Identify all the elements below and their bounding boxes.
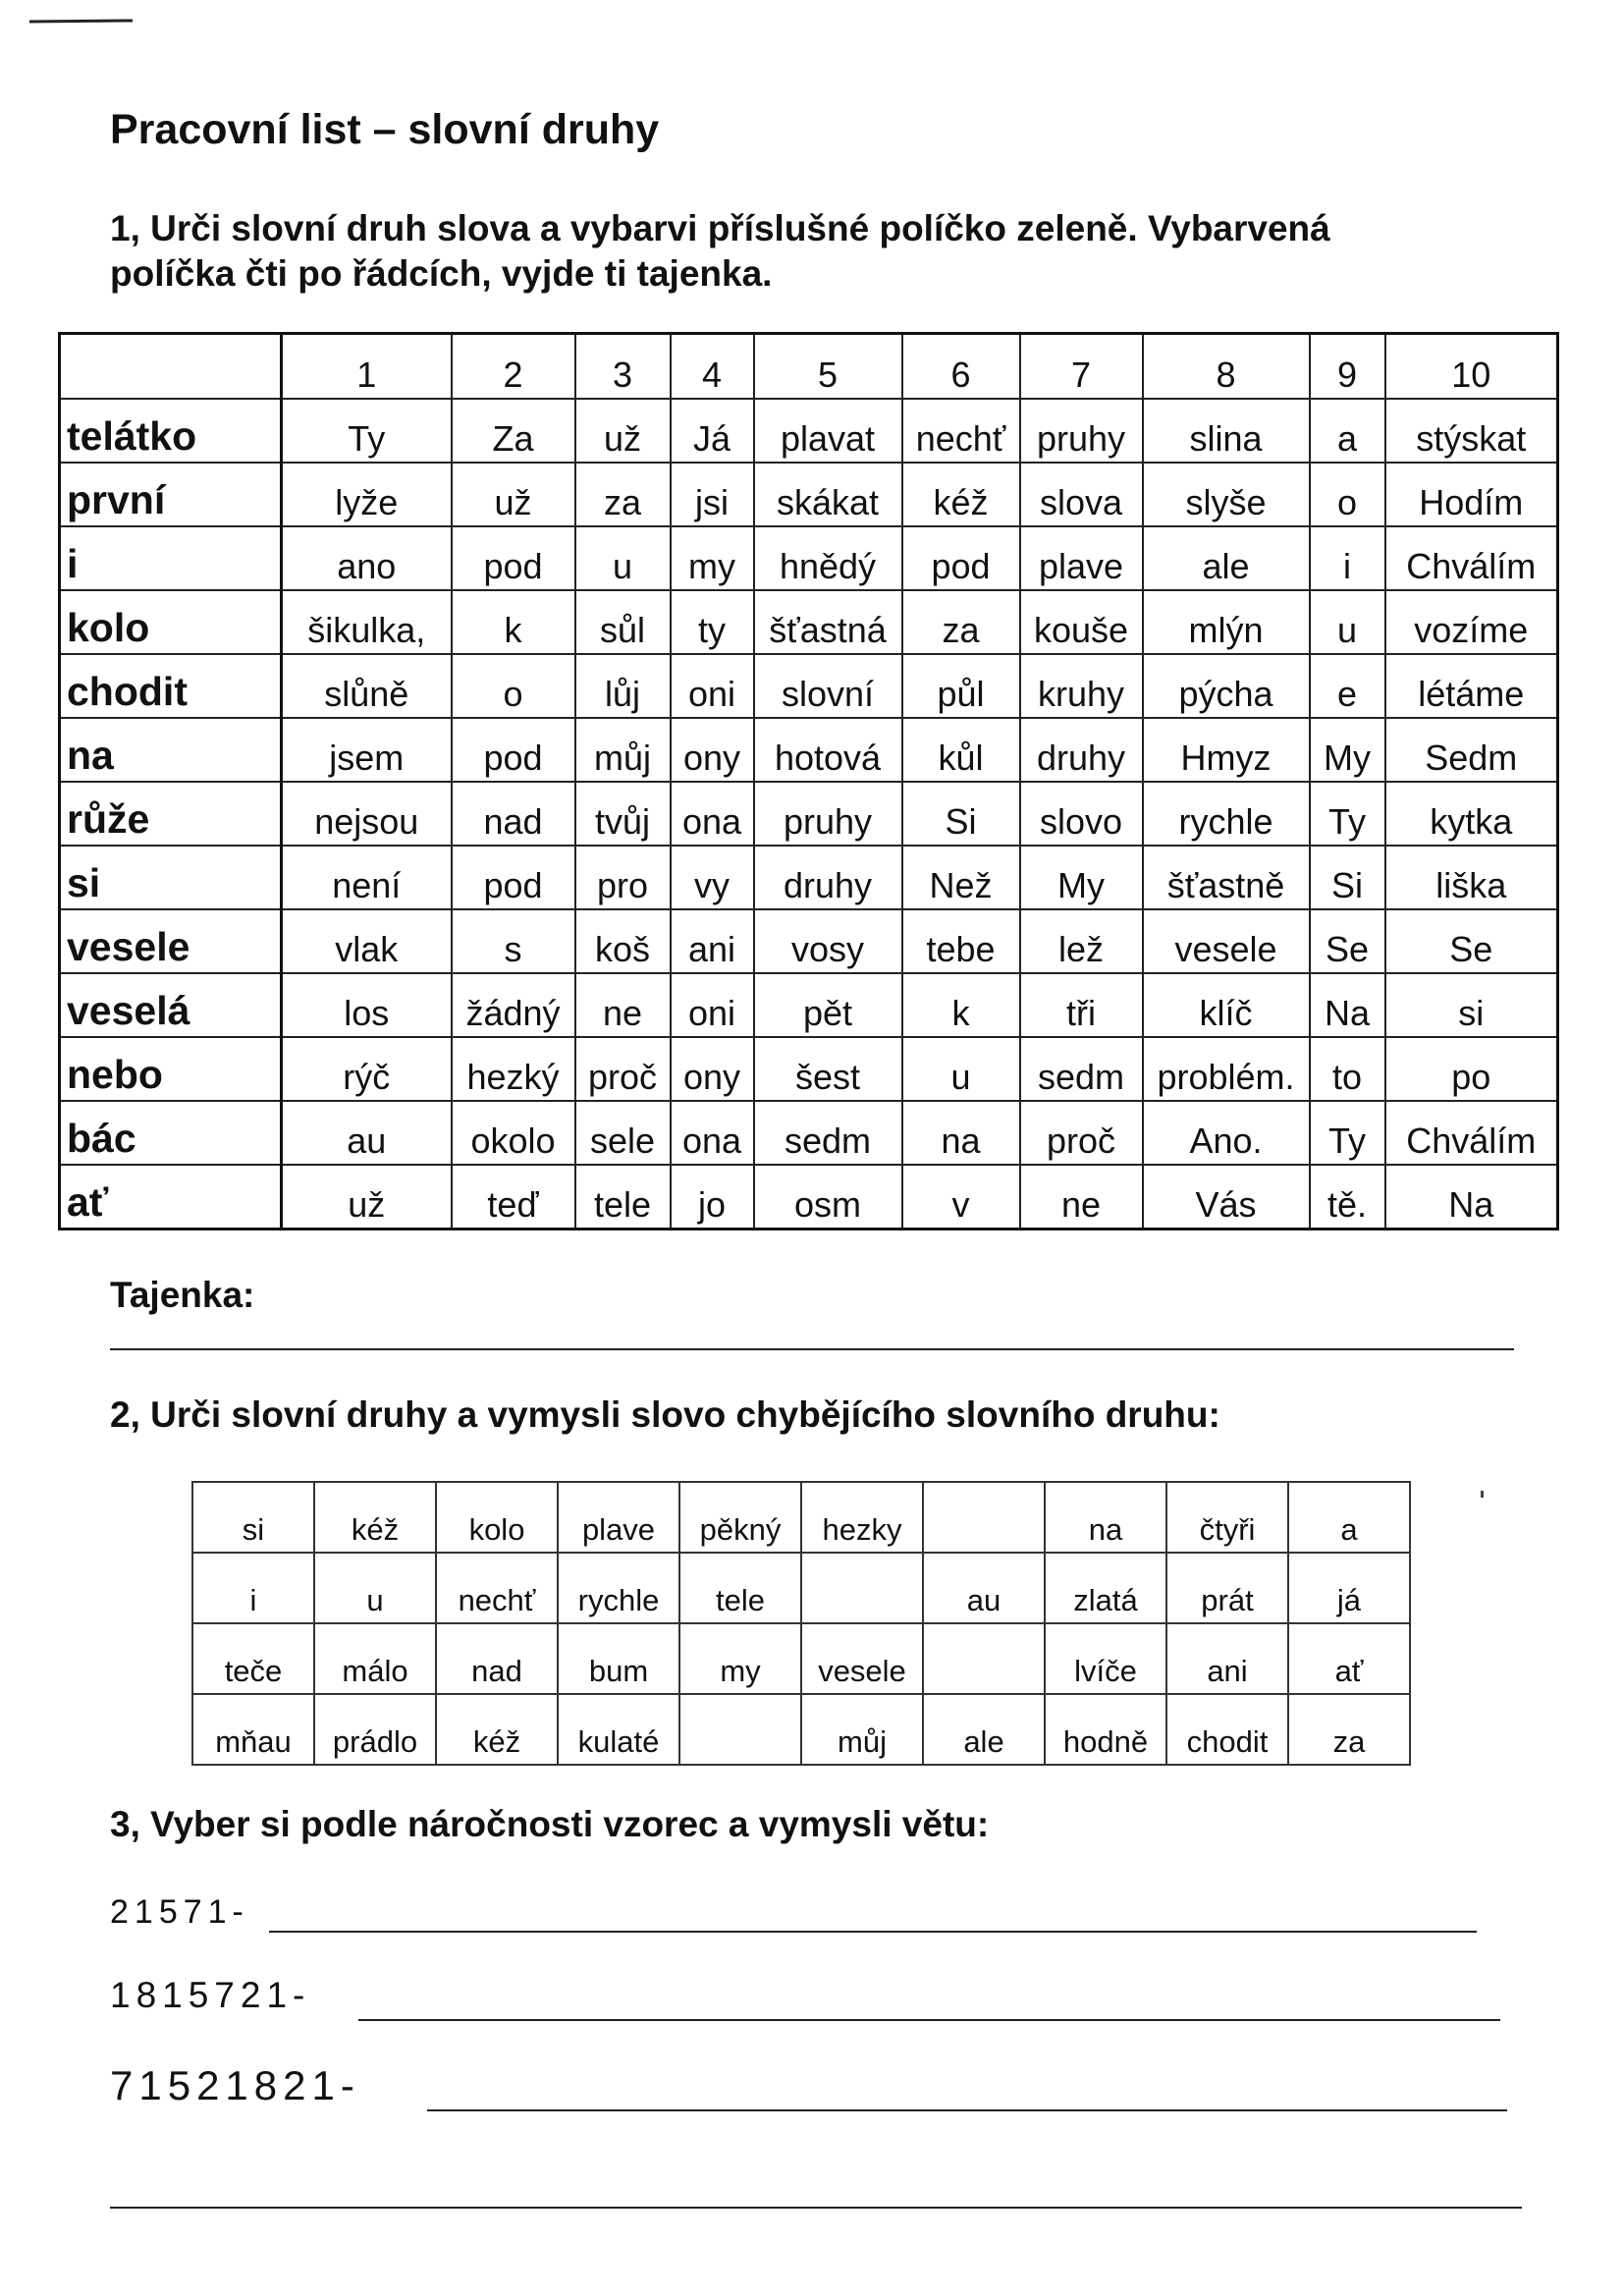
empty-answer-cell[interactable] xyxy=(923,1482,1045,1553)
word-cell[interactable]: tě. xyxy=(1310,1165,1385,1230)
word-cell[interactable]: čtyři xyxy=(1166,1482,1288,1553)
word-cell[interactable]: teď xyxy=(452,1165,575,1230)
page-title: Pracovní list – slovní druhy xyxy=(110,106,660,153)
word-cell[interactable]: jsi xyxy=(671,463,754,526)
grid2-row xyxy=(192,1482,1410,1553)
stray-mark xyxy=(1481,1491,1484,1498)
word-cell[interactable]: oni xyxy=(671,654,754,718)
word-cell[interactable]: druhy xyxy=(1020,718,1143,782)
word-cell[interactable]: nechť xyxy=(436,1553,558,1623)
grid2-row xyxy=(192,1623,1410,1694)
word-cell[interactable]: o xyxy=(452,654,575,718)
word-cell[interactable]: Ty xyxy=(1310,1101,1385,1165)
word-cell[interactable]: není xyxy=(282,846,452,909)
word-cell[interactable]: sele xyxy=(575,1101,671,1165)
sentence-answer-line-1[interactable] xyxy=(269,1931,1477,1933)
grid-row xyxy=(60,654,1558,718)
word-cell[interactable]: slovní xyxy=(754,654,902,718)
word-cell[interactable]: slyše xyxy=(1143,463,1310,526)
word-cell[interactable]: za xyxy=(1288,1694,1410,1765)
tajenka-answer-line[interactable] xyxy=(110,1348,1514,1350)
word-cell[interactable]: oni xyxy=(671,973,754,1037)
row-word-label: si xyxy=(60,846,282,909)
column-number: 9 xyxy=(1310,334,1385,400)
word-cell[interactable]: ona xyxy=(671,1101,754,1165)
word-cell[interactable]: sedm xyxy=(754,1101,902,1165)
word-cell[interactable]: a xyxy=(1288,1482,1410,1553)
word-cell[interactable]: k xyxy=(452,590,575,654)
column-number: 7 xyxy=(1020,334,1143,400)
grid-row xyxy=(60,973,1558,1037)
word-cell[interactable]: ano xyxy=(282,526,452,590)
row-word-label: nebo xyxy=(60,1037,282,1101)
word-cell[interactable]: na xyxy=(902,1101,1020,1165)
word-cell[interactable]: mňau xyxy=(192,1694,314,1765)
word-cell[interactable]: osm xyxy=(754,1165,902,1230)
word-cell[interactable]: vlak xyxy=(282,909,452,973)
word-cell[interactable]: v xyxy=(902,1165,1020,1230)
word-cell[interactable]: My xyxy=(1020,846,1143,909)
word-cell[interactable]: plave xyxy=(558,1482,679,1553)
word-cell[interactable]: pět xyxy=(754,973,902,1037)
word-cell[interactable]: kéž xyxy=(902,463,1020,526)
word-cell[interactable]: kytka xyxy=(1385,782,1558,846)
word-cell[interactable]: e xyxy=(1310,654,1385,718)
row-word-label: veselá xyxy=(60,973,282,1037)
word-cell[interactable]: Ty xyxy=(1310,782,1385,846)
word-cell[interactable]: šest xyxy=(754,1037,902,1101)
word-cell[interactable]: hodně xyxy=(1045,1694,1166,1765)
word-cell[interactable]: Si xyxy=(902,782,1020,846)
empty-answer-cell[interactable] xyxy=(679,1694,801,1765)
word-cell[interactable]: hezky xyxy=(801,1482,923,1553)
word-cell[interactable]: hotová xyxy=(754,718,902,782)
word-cell[interactable]: si xyxy=(192,1482,314,1553)
grid-row xyxy=(60,1165,1558,1230)
task-3-instructions: 3, Vyber si podle náročnosti vzorec a vymysli větu: xyxy=(110,1804,990,1844)
word-cell[interactable]: ani xyxy=(1166,1623,1288,1694)
word-cell[interactable]: mlýn xyxy=(1143,590,1310,654)
word-cell[interactable]: klíč xyxy=(1143,973,1310,1037)
word-cell[interactable]: okolo xyxy=(452,1101,575,1165)
task-1-line-2: políčka čti po řádcích, vyjde ti tajenka. xyxy=(110,253,773,294)
word-cell[interactable]: ale xyxy=(1143,526,1310,590)
word-cell[interactable]: můj xyxy=(801,1694,923,1765)
word-cell[interactable]: my xyxy=(679,1623,801,1694)
grid-row xyxy=(60,526,1558,590)
sentence-pattern-3: 71521821- xyxy=(110,2062,360,2108)
word-cell[interactable]: prát xyxy=(1166,1553,1288,1623)
word-cell[interactable]: kruhy xyxy=(1020,654,1143,718)
word-cell[interactable]: rychle xyxy=(1143,782,1310,846)
empty-answer-cell[interactable] xyxy=(923,1623,1045,1694)
word-cell[interactable]: za xyxy=(902,590,1020,654)
word-cell[interactable]: pod xyxy=(452,526,575,590)
word-cell[interactable]: Hmyz xyxy=(1143,718,1310,782)
word-cell[interactable]: to xyxy=(1310,1037,1385,1101)
word-cell[interactable]: druhy xyxy=(754,846,902,909)
row-word-label: telátko xyxy=(60,399,282,463)
word-cell[interactable]: pěkný xyxy=(679,1482,801,1553)
word-cell[interactable]: o xyxy=(1310,463,1385,526)
word-cell[interactable]: kůl xyxy=(902,718,1020,782)
sentence-answer-line-3[interactable] xyxy=(427,2109,1507,2111)
row-word-label: chodit xyxy=(60,654,282,718)
word-cell[interactable]: Ty xyxy=(282,399,452,463)
word-cell[interactable]: jo xyxy=(671,1165,754,1230)
word-cell[interactable]: problém. xyxy=(1143,1037,1310,1101)
grid-row xyxy=(60,399,1558,463)
word-cell[interactable]: rychle xyxy=(558,1553,679,1623)
word-cell[interactable]: i xyxy=(1310,526,1385,590)
word-cell[interactable]: Za xyxy=(452,399,575,463)
word-cell[interactable]: a xyxy=(1310,399,1385,463)
empty-answer-cell[interactable] xyxy=(801,1553,923,1623)
word-cell[interactable]: ať xyxy=(1288,1623,1410,1694)
word-cell[interactable]: šikulka, xyxy=(282,590,452,654)
word-cell[interactable]: ty xyxy=(671,590,754,654)
word-cell[interactable]: nejsou xyxy=(282,782,452,846)
word-cell[interactable]: kouše xyxy=(1020,590,1143,654)
word-cell[interactable]: teče xyxy=(192,1623,314,1694)
word-cell[interactable]: tři xyxy=(1020,973,1143,1037)
word-cell[interactable]: lyže xyxy=(282,463,452,526)
row-word-label: bác xyxy=(60,1101,282,1165)
word-cell[interactable]: lvíče xyxy=(1045,1623,1166,1694)
word-cell[interactable]: koš xyxy=(575,909,671,973)
word-cell[interactable]: půl xyxy=(902,654,1020,718)
column-number: 5 xyxy=(754,334,902,400)
word-cell[interactable]: málo xyxy=(314,1623,436,1694)
word-cell[interactable]: pruhy xyxy=(1020,399,1143,463)
word-cell[interactable]: slina xyxy=(1143,399,1310,463)
word-cell[interactable]: ani xyxy=(671,909,754,973)
word-cell[interactable]: stýskat xyxy=(1385,399,1558,463)
word-cell[interactable]: nechť xyxy=(902,399,1020,463)
word-cell[interactable]: s xyxy=(452,909,575,973)
missing-word-class-grid xyxy=(191,1481,1411,1766)
word-cell[interactable]: pod xyxy=(452,846,575,909)
grid2-row xyxy=(192,1553,1410,1623)
corner-pen-mark xyxy=(29,19,133,23)
column-number: 3 xyxy=(575,334,671,400)
word-cell[interactable]: už xyxy=(452,463,575,526)
word-cell[interactable]: tebe xyxy=(902,909,1020,973)
word-cell[interactable]: My xyxy=(1310,718,1385,782)
word-cell[interactable]: na xyxy=(1045,1482,1166,1553)
word-cell[interactable]: Se xyxy=(1385,909,1558,973)
row-word-label: na xyxy=(60,718,282,782)
column-number: 4 xyxy=(671,334,754,400)
word-cell[interactable]: slůně xyxy=(282,654,452,718)
word-cell[interactable]: Já xyxy=(671,399,754,463)
word-cell[interactable]: vesele xyxy=(1143,909,1310,973)
word-cell[interactable]: pro xyxy=(575,846,671,909)
grid-row xyxy=(60,909,1558,973)
word-cell[interactable]: u xyxy=(575,526,671,590)
grid-row xyxy=(60,782,1558,846)
word-cell[interactable]: skákat xyxy=(754,463,902,526)
word-cell[interactable]: pod xyxy=(902,526,1020,590)
word-cell[interactable]: sůl xyxy=(575,590,671,654)
grid2-row xyxy=(192,1694,1410,1765)
word-cell[interactable]: vy xyxy=(671,846,754,909)
sentence-answer-line-2[interactable] xyxy=(358,2019,1500,2021)
word-cell[interactable]: vesele xyxy=(801,1623,923,1694)
word-cell[interactable]: nad xyxy=(436,1623,558,1694)
word-cell[interactable]: Se xyxy=(1310,909,1385,973)
word-cell[interactable]: ne xyxy=(1020,1165,1143,1230)
task-1-instructions xyxy=(110,206,1330,297)
word-cell[interactable]: liška xyxy=(1385,846,1558,909)
word-cell[interactable]: žádný xyxy=(452,973,575,1037)
word-cell[interactable]: u xyxy=(314,1553,436,1623)
grid-row xyxy=(60,1101,1558,1165)
grid-row xyxy=(60,1037,1558,1101)
word-cell[interactable]: už xyxy=(282,1165,452,1230)
word-cell[interactable]: slovo xyxy=(1020,782,1143,846)
word-cell[interactable]: k xyxy=(902,973,1020,1037)
word-cell[interactable]: prádlo xyxy=(314,1694,436,1765)
grid-row xyxy=(60,718,1558,782)
word-cell[interactable]: my xyxy=(671,526,754,590)
word-cell[interactable]: au xyxy=(923,1553,1045,1623)
word-cell[interactable]: ony xyxy=(671,718,754,782)
word-cell[interactable]: pruhy xyxy=(754,782,902,846)
row-word-label: i xyxy=(60,526,282,590)
grid-header-row xyxy=(60,334,1558,400)
word-cell[interactable]: proč xyxy=(1020,1101,1143,1165)
word-cell[interactable]: plave xyxy=(1020,526,1143,590)
grid-corner-cell xyxy=(60,334,282,400)
word-cell[interactable]: vozíme xyxy=(1385,590,1558,654)
word-cell[interactable]: i xyxy=(192,1553,314,1623)
tajenka-label: Tajenka: xyxy=(110,1275,255,1315)
word-cell[interactable]: za xyxy=(575,463,671,526)
grid-row xyxy=(60,846,1558,909)
word-cell[interactable]: Hodím xyxy=(1385,463,1558,526)
row-word-label: kolo xyxy=(60,590,282,654)
word-cell[interactable]: ona xyxy=(671,782,754,846)
word-cell[interactable]: tele xyxy=(679,1553,801,1623)
task-1-line-1: 1, Urči slovní druh slova a vybarvi příslušné políčko zeleně. Vybarvená xyxy=(110,208,1330,248)
word-cell[interactable]: bum xyxy=(558,1623,679,1694)
word-cell[interactable]: ony xyxy=(671,1037,754,1101)
row-word-label: vesele xyxy=(60,909,282,973)
grid-row xyxy=(60,590,1558,654)
word-cell[interactable]: lež xyxy=(1020,909,1143,973)
row-word-label: růže xyxy=(60,782,282,846)
word-cell[interactable]: au xyxy=(282,1101,452,1165)
word-cell[interactable]: já xyxy=(1288,1553,1410,1623)
word-cell[interactable]: šťastná xyxy=(754,590,902,654)
word-cell[interactable]: pod xyxy=(452,718,575,782)
column-number: 1 xyxy=(282,334,452,400)
sentence-pattern-1: 21571- xyxy=(110,1893,249,1931)
word-cell[interactable]: hnědý xyxy=(754,526,902,590)
word-cell[interactable]: kulaté xyxy=(558,1694,679,1765)
row-word-label: ať xyxy=(60,1165,282,1230)
column-number: 10 xyxy=(1385,334,1558,400)
word-cell[interactable]: můj xyxy=(575,718,671,782)
word-cell[interactable]: Než xyxy=(902,846,1020,909)
grid-row xyxy=(60,463,1558,526)
word-cell[interactable]: už xyxy=(575,399,671,463)
word-cell[interactable]: chodit xyxy=(1166,1694,1288,1765)
word-cell[interactable]: kéž xyxy=(314,1482,436,1553)
word-cell[interactable]: létáme xyxy=(1385,654,1558,718)
word-cell[interactable]: slova xyxy=(1020,463,1143,526)
task-2-instructions: 2, Urči slovní druhy a vymysli slovo chybějícího slovního druhu: xyxy=(110,1394,1220,1435)
word-cell[interactable]: Vás xyxy=(1143,1165,1310,1230)
word-cell[interactable]: rýč xyxy=(282,1037,452,1101)
word-cell[interactable]: zlatá xyxy=(1045,1553,1166,1623)
word-cell[interactable]: Sedm xyxy=(1385,718,1558,782)
word-cell[interactable]: kolo xyxy=(436,1482,558,1553)
word-cell[interactable]: hezký xyxy=(452,1037,575,1101)
word-cell[interactable]: plavat xyxy=(754,399,902,463)
word-cell[interactable]: po xyxy=(1385,1037,1558,1101)
word-cell[interactable]: lůj xyxy=(575,654,671,718)
word-cell[interactable]: Ano. xyxy=(1143,1101,1310,1165)
word-cell[interactable]: Si xyxy=(1310,846,1385,909)
word-cell[interactable]: ne xyxy=(575,973,671,1037)
column-number: 6 xyxy=(902,334,1020,400)
word-cell[interactable]: ale xyxy=(923,1694,1045,1765)
word-cell[interactable]: u xyxy=(1310,590,1385,654)
word-cell[interactable]: tele xyxy=(575,1165,671,1230)
word-cell[interactable]: vosy xyxy=(754,909,902,973)
word-cell[interactable]: tvůj xyxy=(575,782,671,846)
word-cell[interactable]: u xyxy=(902,1037,1020,1101)
word-class-grid xyxy=(58,332,1559,1230)
word-cell[interactable]: šťastně xyxy=(1143,846,1310,909)
word-cell[interactable]: jsem xyxy=(282,718,452,782)
word-cell[interactable]: pýcha xyxy=(1143,654,1310,718)
word-cell[interactable]: proč xyxy=(575,1037,671,1101)
word-cell[interactable]: nad xyxy=(452,782,575,846)
bottom-answer-line[interactable] xyxy=(110,2207,1522,2209)
row-word-label: první xyxy=(60,463,282,526)
word-cell[interactable]: Na xyxy=(1310,973,1385,1037)
column-number: 2 xyxy=(452,334,575,400)
column-number: 8 xyxy=(1143,334,1310,400)
word-cell[interactable]: si xyxy=(1385,973,1558,1037)
word-cell[interactable]: sedm xyxy=(1020,1037,1143,1101)
sentence-pattern-2: 1815721- xyxy=(110,1975,311,2015)
word-cell[interactable]: los xyxy=(282,973,452,1037)
word-cell[interactable]: Chválím xyxy=(1385,1101,1558,1165)
word-cell[interactable]: kéž xyxy=(436,1694,558,1765)
word-cell[interactable]: Chválím xyxy=(1385,526,1558,590)
word-cell[interactable]: Na xyxy=(1385,1165,1558,1230)
